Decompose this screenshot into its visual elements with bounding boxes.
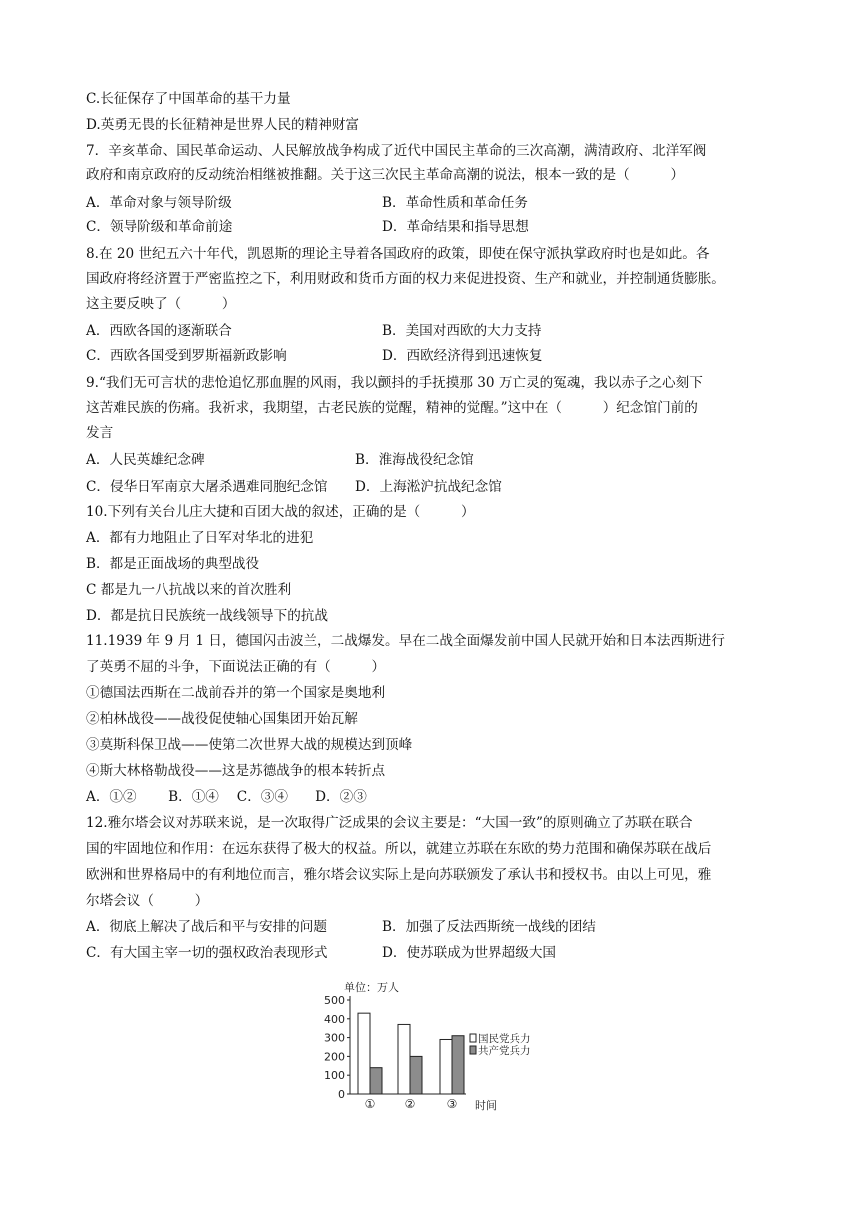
q7-option-a: A．革命对象与领导阶级 <box>86 195 232 211</box>
q7-option-c: C．领导阶级和革命前途 <box>86 219 233 235</box>
q10-option-c: C 都是九一八抗战以来的首次胜利 <box>86 582 292 598</box>
bar-cpc-1 <box>370 1068 382 1094</box>
q11-statement-3: ③莫斯科保卫战——使第二次世界大战的规模达到顶峰 <box>86 737 413 753</box>
y-tick-label: 0 <box>338 1088 345 1101</box>
q12-option-d: D．使苏联成为世界超级大国 <box>382 945 557 961</box>
q8-option-b: B．美国对西欧的大力支持 <box>382 323 542 339</box>
q9-option-c: C．侵华日军南京大屠杀遇难同胞纪念馆 <box>86 479 328 495</box>
chart-unit-label: 单位：万人 <box>344 981 399 994</box>
legend-label-kmt: 国民党兵力 <box>478 1033 531 1045</box>
q11-options: A．①② B．①④ C．③④ D．②③ <box>86 789 367 805</box>
q12-option-a: A．彻底上解决了战后和平与安排的问题 <box>86 919 327 935</box>
q7-stem-line-1: 7．辛亥革命、国民革命运动、人民解放战争构成了近代中国民主革命的三次高潮，满清政府、北洋军阀 <box>86 143 707 159</box>
bar-kmt-2 <box>398 1024 410 1094</box>
q8-option-d: D．西欧经济得到迅速恢复 <box>382 348 543 364</box>
q12-stem-line-2: 国的牢固地位和作用：在远东获得了极大的权益。所以，就建立苏联在东欧的势力范围和确保苏联在战后 <box>86 841 712 857</box>
y-tick-label: 300 <box>324 1031 345 1045</box>
q6-option-c: C.长征保存了中国革命的基干力量 <box>86 91 291 107</box>
bar-cpc-2 <box>410 1056 422 1094</box>
y-tick-label: 400 <box>324 1012 345 1026</box>
q12-stem-line-3: 欧洲和世界格局中的有利地位而言，雅尔塔会议实际上是向苏联颁发了承认书和授权书。由以上可见，雅 <box>86 867 712 883</box>
q10-option-b: B．都是正面战场的典型战役 <box>86 556 260 572</box>
q8-stem-line-1: 8.在 20 世纪五六十年代，凯恩斯的理论主导着各国政府的政策，即使在保守派执掌政府时也是如此。各 <box>86 246 710 262</box>
q8-stem-line-2: 国政府将经济置于严密监控之下，利用财政和货币方面的权力来促进投资、生产和就业，并控制通货膨胀。 <box>86 271 725 287</box>
bar-cpc-3 <box>452 1036 464 1094</box>
q10-option-a: A．都有力地阻止了日军对华北的进犯 <box>86 530 314 546</box>
q12-stem-line-1: 12.雅尔塔会议对苏联来说，是一次取得广泛成果的会议主要是：“大国一致”的原则确立了苏联在联合 <box>86 815 693 831</box>
q11-statement-4: ④斯大林格勒战役——这是苏德战争的根本转折点 <box>86 763 386 779</box>
q7-stem-line-2: 政府和南京政府的反动统治相继被推翻。关于这三次民主革命高潮的说法，根本一致的是（ ） <box>86 167 685 183</box>
q9-option-d: D．上海淞沪抗战纪念馆 <box>355 479 502 495</box>
q9-option-a: A．人民英雄纪念碑 <box>86 452 205 468</box>
y-tick-label: 100 <box>324 1069 345 1083</box>
x-category-label: ① <box>364 1097 376 1111</box>
q11-stem-line-1: 11.1939 年 9 月 1 日，德国闪击波兰，二战爆发。早在二战全面爆发前中国人民就开始和日本法西斯进行 <box>86 633 725 649</box>
q9-stem-line-2: 这苦难民族的伤痛。我祈求，我期望，古老民族的觉醒，精神的觉醒。”这中在（ ）纪念馆门前的 <box>86 400 698 416</box>
q10-option-d: D．都是抗日民族统一战线领导下的抗战 <box>86 608 328 624</box>
bar-kmt-3 <box>440 1039 452 1094</box>
q12-stem-line-4: 尔塔会议（ ） <box>86 893 209 909</box>
q12-option-b: B．加强了反法西斯统一战线的团结 <box>382 919 596 935</box>
q11-statement-2: ②柏林战役——战役促使轴心国集团开始瓦解 <box>86 711 358 727</box>
q8-option-c: C．西欧各国受到罗斯福新政影响 <box>86 348 287 364</box>
y-tick-label: 200 <box>324 1050 345 1064</box>
q10-stem: 10.下列有关台儿庄大捷和百团大战的叙述，正确的是（ ） <box>86 504 475 520</box>
q11-statement-1: ①德国法西斯在二战前吞并的第一个国家是奥地利 <box>86 685 386 701</box>
troop-strength-bar-chart <box>306 978 566 1113</box>
q7-option-b: B．革命性质和革命任务 <box>382 195 528 211</box>
q9-option-b: B．淮海战役纪念馆 <box>355 452 474 468</box>
q11-stem-line-2: 了英勇不屈的斗争，下面说法正确的有（ ） <box>86 659 386 675</box>
q8-stem-line-3: 这主要反映了（ ） <box>86 296 236 312</box>
q8-option-a: A．西欧各国的逐渐联合 <box>86 323 232 339</box>
x-category-label: ② <box>404 1097 416 1111</box>
y-tick-label: 500 <box>324 994 345 1007</box>
legend-swatch-kmt <box>470 1034 476 1042</box>
q9-stem-line-1: 9.“我们无可言状的悲怆追忆那血腥的风雨，我以颤抖的手抚摸那 30 万亡灵的冤魂，我以赤子之心刻下 <box>86 375 703 391</box>
q6-option-d: D.英勇无畏的长征精神是世界人民的精神财富 <box>86 117 360 133</box>
legend-label-cpc: 共产党兵力 <box>478 1045 531 1057</box>
q12-option-c: C．有大国主宰一切的强权政治表现形式 <box>86 945 328 961</box>
bar-kmt-1 <box>358 1013 370 1094</box>
x-category-label: ③ <box>446 1097 458 1111</box>
q9-stem-line-3: 发言 <box>86 425 114 441</box>
x-axis-label: 时间 <box>475 1099 497 1112</box>
legend-swatch-cpc <box>470 1046 476 1054</box>
q7-option-d: D．革命结果和指导思想 <box>382 219 529 235</box>
